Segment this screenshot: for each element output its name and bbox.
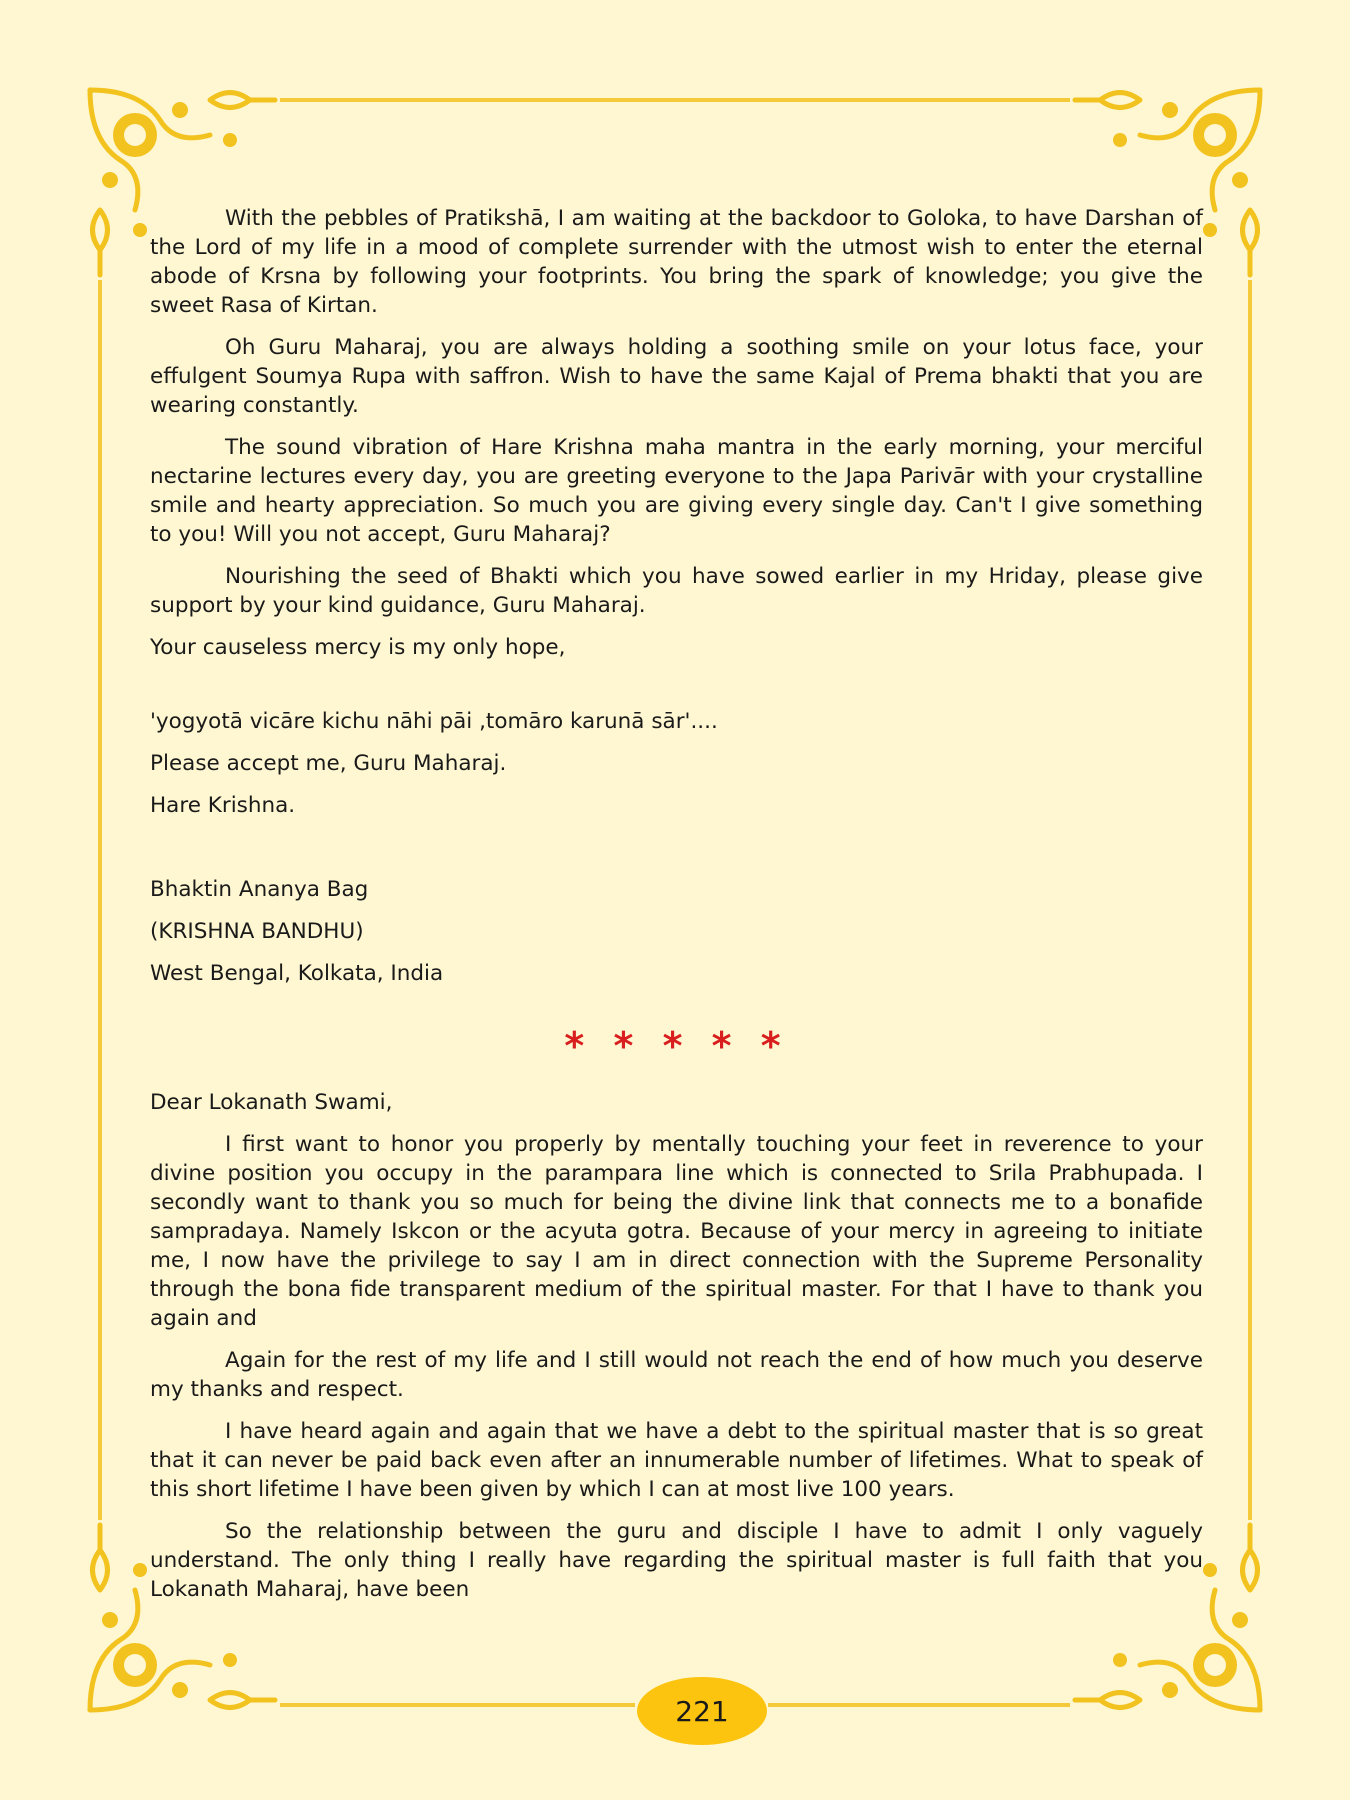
frame-left-line [98, 280, 102, 1520]
paragraph: Again for the rest of my life and I still would not reach the end of how much you deserve my thanks and respect. [150, 1348, 1203, 1402]
page-number: 221 [675, 1694, 729, 1728]
page-number-badge [637, 1677, 767, 1745]
paragraph: Oh Guru Maharaj, you are always holding a soothing smile on your lotus face, your effulgent Soumya Rupa with saffron. Wish to have the same Kajal of Prema bhakti that you are wearing constantly. [150, 335, 1203, 418]
frame-bottom-line-right [768, 1703, 1070, 1707]
paragraph: With the pebbles of Pratikshā, I am waiting at the backdoor to Goloka, to have Darshan of the Lord of my life in a mood of complete surrender with the utmost wish to enter the eternal abode of Krsna by following your footprints. You bring the spark of knowledge; you give the sweet Rasa of Kirtan. [150, 206, 1203, 318]
paragraph: Nourishing the seed of Bhakti which you have sowed earlier in my Hriday, please give support by your kind guidance, Guru Maharaj. [150, 564, 1203, 618]
signature-name: Bhaktin Ananya Bag [150, 877, 369, 902]
closing-line: Please accept me, Guru Maharaj. [150, 751, 507, 776]
paragraph: So the relationship between the guru and disciple I have to admit I only vaguely understand. The only thing I really have regarding the spiritual master is full faith that you Lokanath Maharaj, have been [150, 1519, 1203, 1602]
frame-right-line [1248, 280, 1252, 1520]
salutation: Dear Lokanath Swami, [150, 1090, 393, 1115]
frame-top-line [280, 98, 1070, 102]
section-separator: * * * * * [564, 1024, 789, 1068]
page-content [150, 204, 1203, 1617]
paragraph: I first want to honor you properly by mentally touching your feet in reverence to your divine position you occupy in the parampara line which is connected to Srila Prabhupada. I secondly want to thank you so much for being the divine link that connects me to a bonafide sampradaya. Namely Iskcon or the acyuta gotra. Because of your mercy in agreeing to initiate me, I now have the privilege to say I am in direct connection with the Supreme Personality through the bona fide transparent medium of the spiritual master. For that I have to thank you again and [150, 1132, 1203, 1331]
closing-line: Hare Krishna. [150, 793, 296, 818]
paragraph: Your causeless mercy is my only hope, [150, 635, 566, 660]
paragraph: The sound vibration of Hare Krishna maha mantra in the early morning, your merciful nectarine lectures every day, you are greeting everyone to the Japa Parivār with your crystalline smile and hearty appreciation. So much you are giving every single day. Can't I give something to you! Will you not accept, Guru Maharaj? [150, 435, 1203, 547]
frame-bottom-line-left [280, 1703, 635, 1707]
paragraph: I have heard again and again that we have a debt to the spiritual master that is so great that it can never be paid back even after an innumerable number of lifetimes. What to speak of this short lifetime I have been given by which I can at most live 100 years. [150, 1419, 1203, 1502]
verse-line: 'yogyotā vicāre kichu nāhi pāi ,tomāro karunā sār'.... [150, 709, 718, 734]
signature-alias: (KRISHNA BANDHU) [150, 919, 364, 944]
signature-location: West Bengal, Kolkata, India [150, 961, 444, 986]
